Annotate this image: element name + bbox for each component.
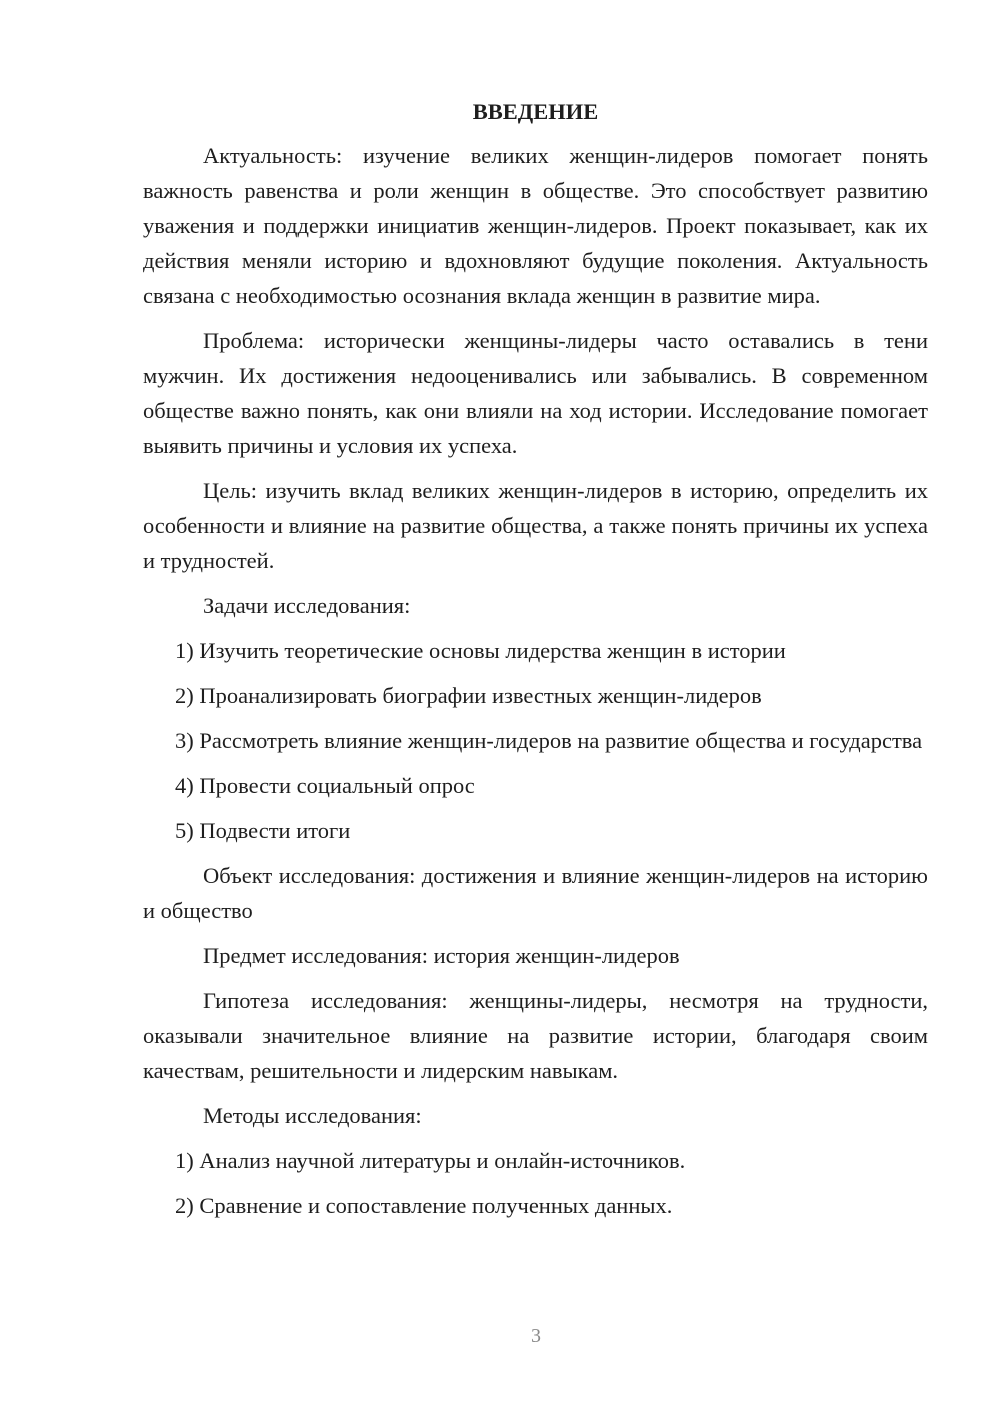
task-item-2: 2) Проанализировать биографии известных женщин-лидеров bbox=[175, 683, 762, 708]
task-item-4: 4) Провести социальный опрос bbox=[175, 773, 475, 798]
paragraph-subject: Предмет исследования: история женщин-лидеров bbox=[203, 943, 680, 968]
page-content bbox=[143, 94, 928, 1233]
paragraph-problem: Проблема: исторически женщины-лидеры часто оставались в тени мужчин. Их достижения недооценивались или забывались. В современном обществе важно понять, как они влияли на ход истории. Исследование помогает выявить причины и условия их успеха. bbox=[143, 328, 928, 458]
page-number: 3 bbox=[531, 1325, 541, 1347]
paragraph-hypothesis: Гипотеза исследования: женщины-лидеры, несмотря на трудности, оказывали значительное влияние на развитие истории, благодаря своим качествам, решительности и лидерским навыкам. bbox=[143, 988, 928, 1083]
method-item-1: 1) Анализ научной литературы и онлайн-источников. bbox=[175, 1148, 686, 1173]
section-title: ВВЕДЕНИЕ bbox=[472, 99, 599, 124]
task-item-1: 1) Изучить теоретические основы лидерства женщин в истории bbox=[175, 638, 786, 663]
paragraph-object: Объект исследования: достижения и влияние женщин-лидеров на историю и общество bbox=[143, 863, 928, 923]
paragraph-goal: Цель: изучить вклад великих женщин-лидеров в историю, определить их особенности и влияние на развитие общества, а также понять причины их успеха и трудностей. bbox=[143, 478, 928, 573]
paragraph-relevance: Актуальность: изучение великих женщин-лидеров помогает понять важность равенства и роли женщин в обществе. Это способствует развитию уважения и поддержки инициатив женщин-лидеров. Проект показывает, как их действия меняли историю и вдохновляют будущие поколения. Актуальность связана с необходимостью осознания вклада женщин в развитие мира. bbox=[143, 143, 928, 308]
tasks-heading: Задачи исследования: bbox=[203, 593, 411, 618]
task-item-5: 5) Подвести итоги bbox=[175, 818, 351, 843]
method-item-2: 2) Сравнение и сопоставление полученных данных. bbox=[175, 1193, 673, 1218]
methods-heading: Методы исследования: bbox=[203, 1103, 422, 1128]
task-item-3: 3) Рассмотреть влияние женщин-лидеров на развитие общества и государства bbox=[175, 728, 923, 753]
